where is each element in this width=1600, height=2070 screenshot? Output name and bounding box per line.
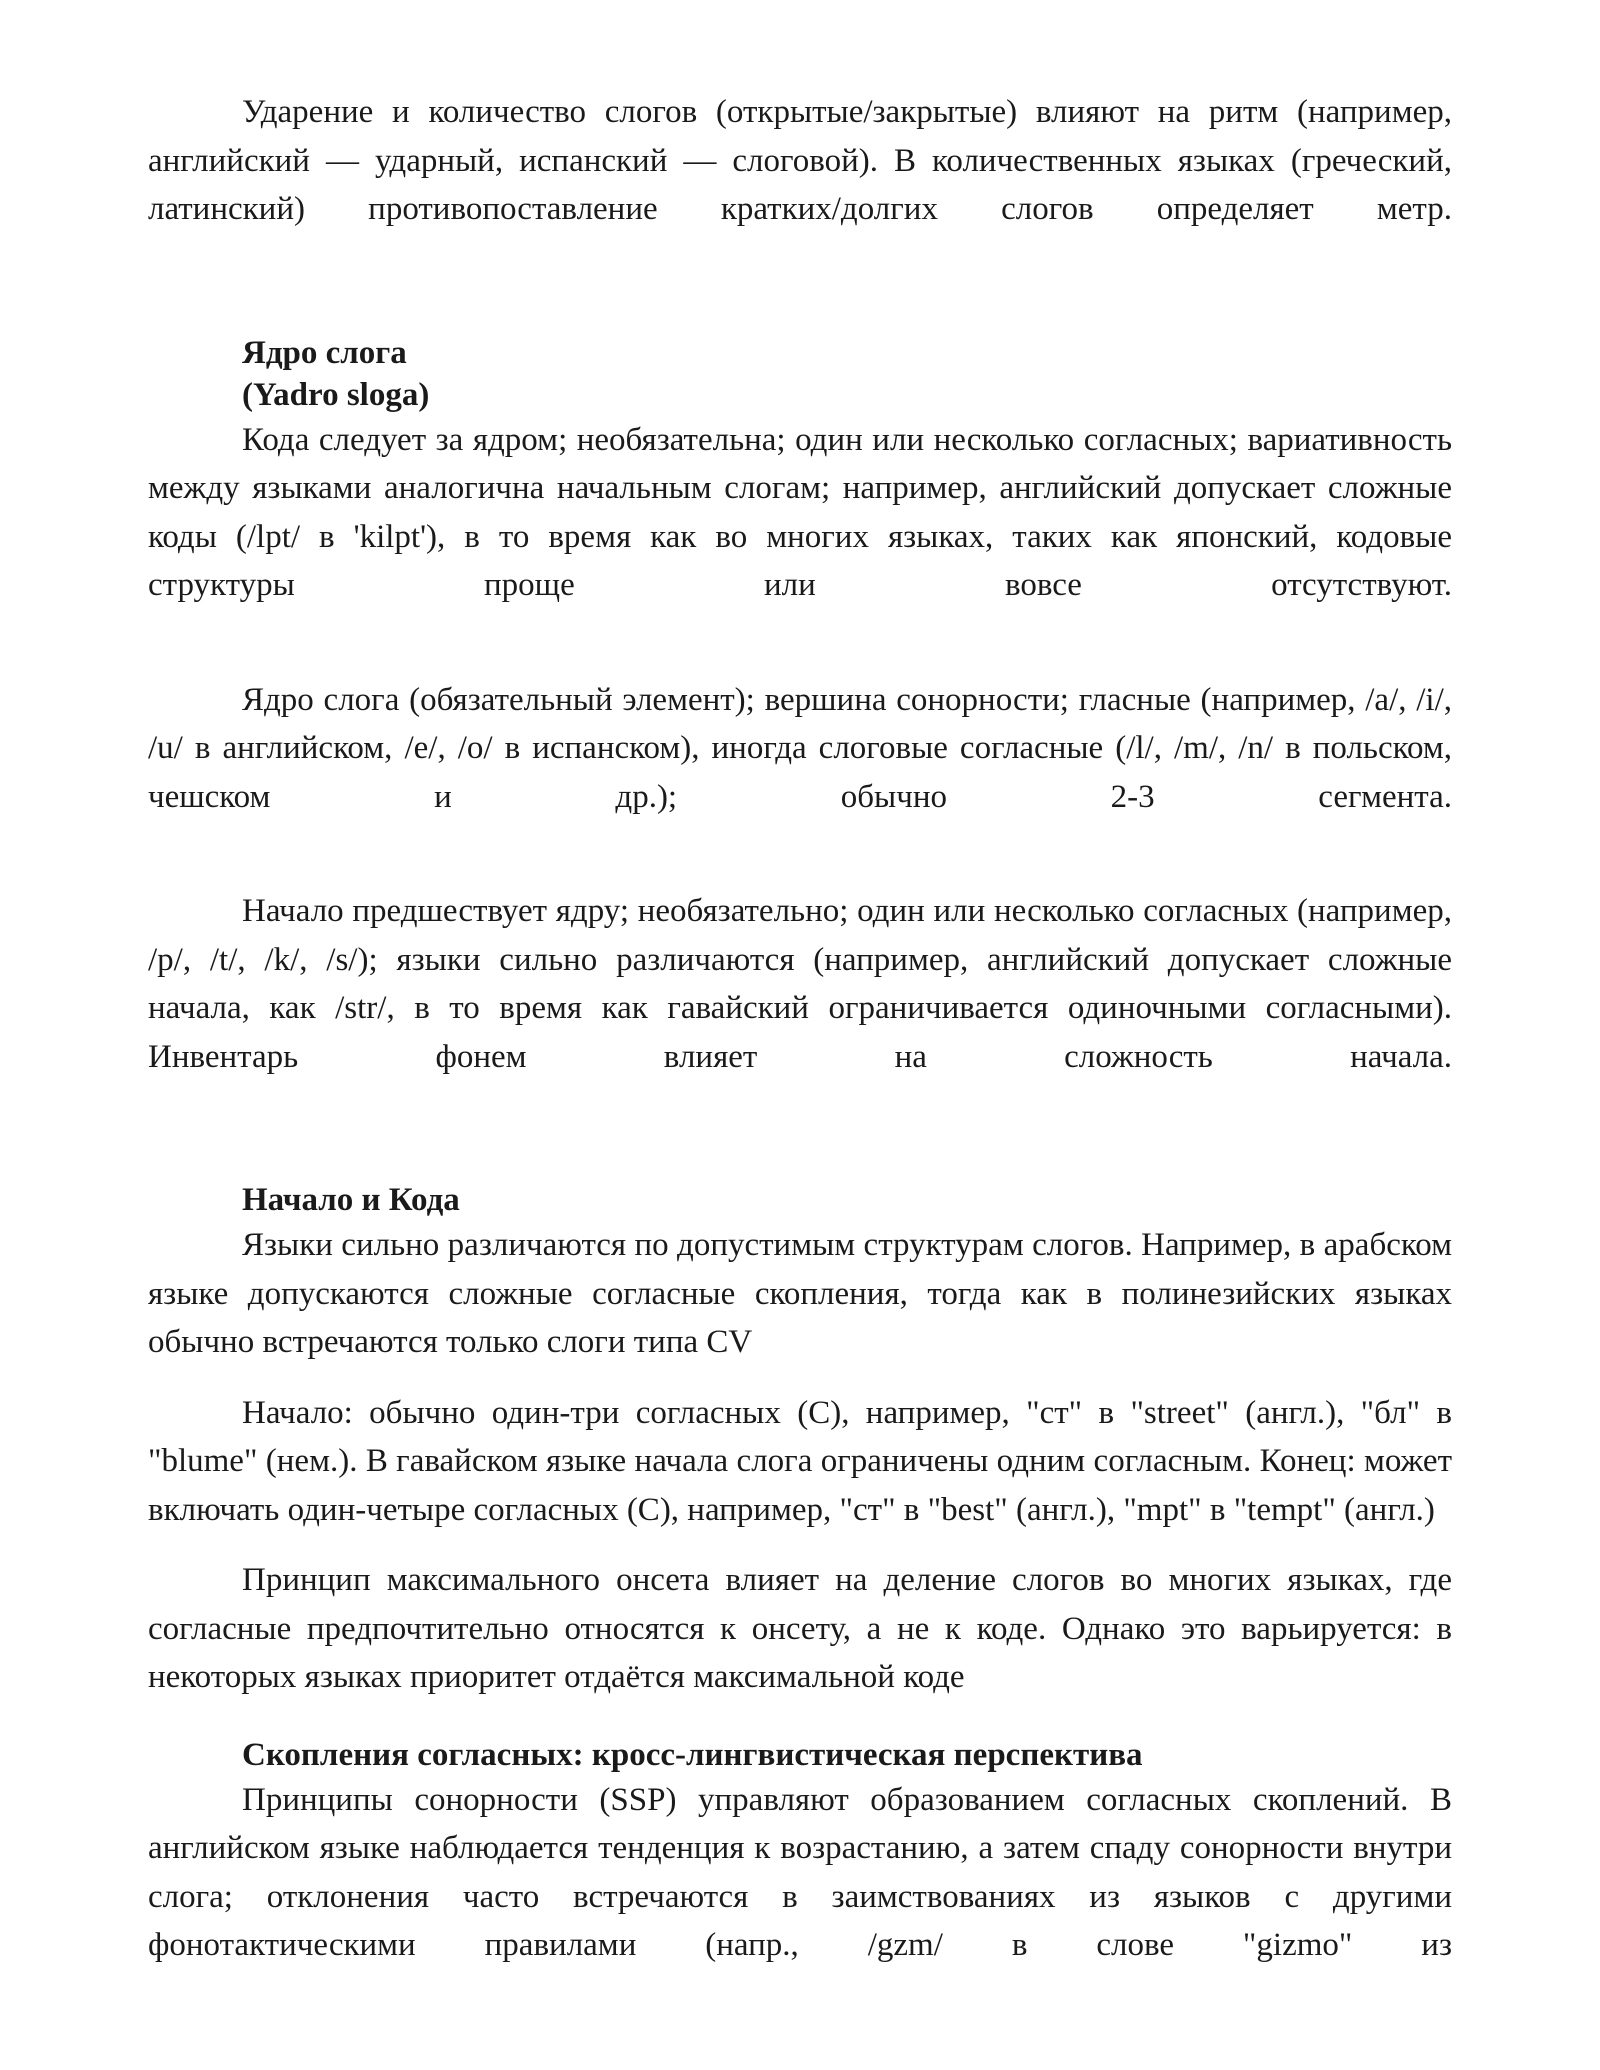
- paragraph-ssp: Принципы сонорности (SSP) управляют образованием согласных скоплений. В английском языке наблюдается тенденция к возрастанию, а затем спаду сонорности внутри слога; отклонения часто встречаются в заимствованиях из языков с другими фонотактическими правилами (напр., /gzm/ в слове "gizmo" из: [148, 1781, 1452, 1963]
- spacer: [148, 821, 1452, 887]
- heading-nucleus-transliteration: (Yadro sloga): [242, 376, 430, 413]
- spacer: [148, 1534, 1452, 1556]
- paragraph-nucleus: Ядро слога (обязательный элемент); вершина сонорности; гласные (например, /a/, /i/, /u/ в английском, /e/, /o/ в испанском), иногда слоговые согласные (/l/, /m/, /n/ в польском, чешском и др.); обычно 2-3 сегмента.: [148, 681, 1452, 815]
- heading-onset-coda: Начало и Кода: [242, 1182, 460, 1218]
- paragraph-rhythm: Ударение и количество слогов (открытые/закрытые) влияют на ритм (например, английский — ударный, испанский — слоговой). В количественных языках (греческий, латинский) противопоставление кратких/долгих слогов определяет метр.: [148, 94, 1452, 227]
- spacer: [148, 234, 1452, 332]
- heading-nucleus: Ядро слога: [242, 334, 407, 371]
- paragraph-max-onset: Принцип максимального онсета влияет на деление слогов во многих языках, где согласные предпочтительно относятся к онсету, а не к коде. Однако это варьируется: в некоторых языках приоритет отдаётся максимальной коде: [148, 1562, 1452, 1695]
- paragraph-onset: Начало предшествует ядру; необязательно; один или несколько согласных (например, /p/, /t/, /k/, /s/); языки сильно различаются (например, английский допускает сложные начала, как /str/, в то время как гавайский ограничивается одиночными согласными). Инвентарь фонем влияет на сложность начала.: [148, 893, 1452, 1075]
- spacer: [148, 610, 1452, 676]
- document-page: [148, 88, 1452, 1970]
- heading-clusters: Скопления согласных: кросс-лингвистическая перспектива: [242, 1736, 1143, 1773]
- paragraph-onset-coda-examples: Начало: обычно один-три согласных (C), например, "ст" в "street" (англ.), "бл" в "blume" (нем.). В гавайском языке начала слога ограничены одним согласным. Конец: может включать один-четыре согласных (C), например, "ст" в "best" (англ.), "mpt" в "tempt" (англ.): [148, 1394, 1452, 1528]
- paragraph-structures: Языки сильно различаются по допустимым структурам слогов. Например, в арабском языке допускаются сложные согласные скопления, тогда как в полинезийских языках обычно встречаются только слоги типа CV: [148, 1227, 1452, 1360]
- spacer: [148, 1702, 1452, 1734]
- paragraph-coda: Кода следует за ядром; необязательна; один или несколько согласных; вариативность между языками аналогична начальным слогам; например, английский допускает сложные коды (/lpt/ в 'kilpt'), в то время как во многих языках, таких как японский, кодовые структуры проще или вовсе отсутствуют.: [148, 421, 1452, 603]
- spacer: [148, 1081, 1452, 1179]
- spacer: [148, 1367, 1452, 1389]
